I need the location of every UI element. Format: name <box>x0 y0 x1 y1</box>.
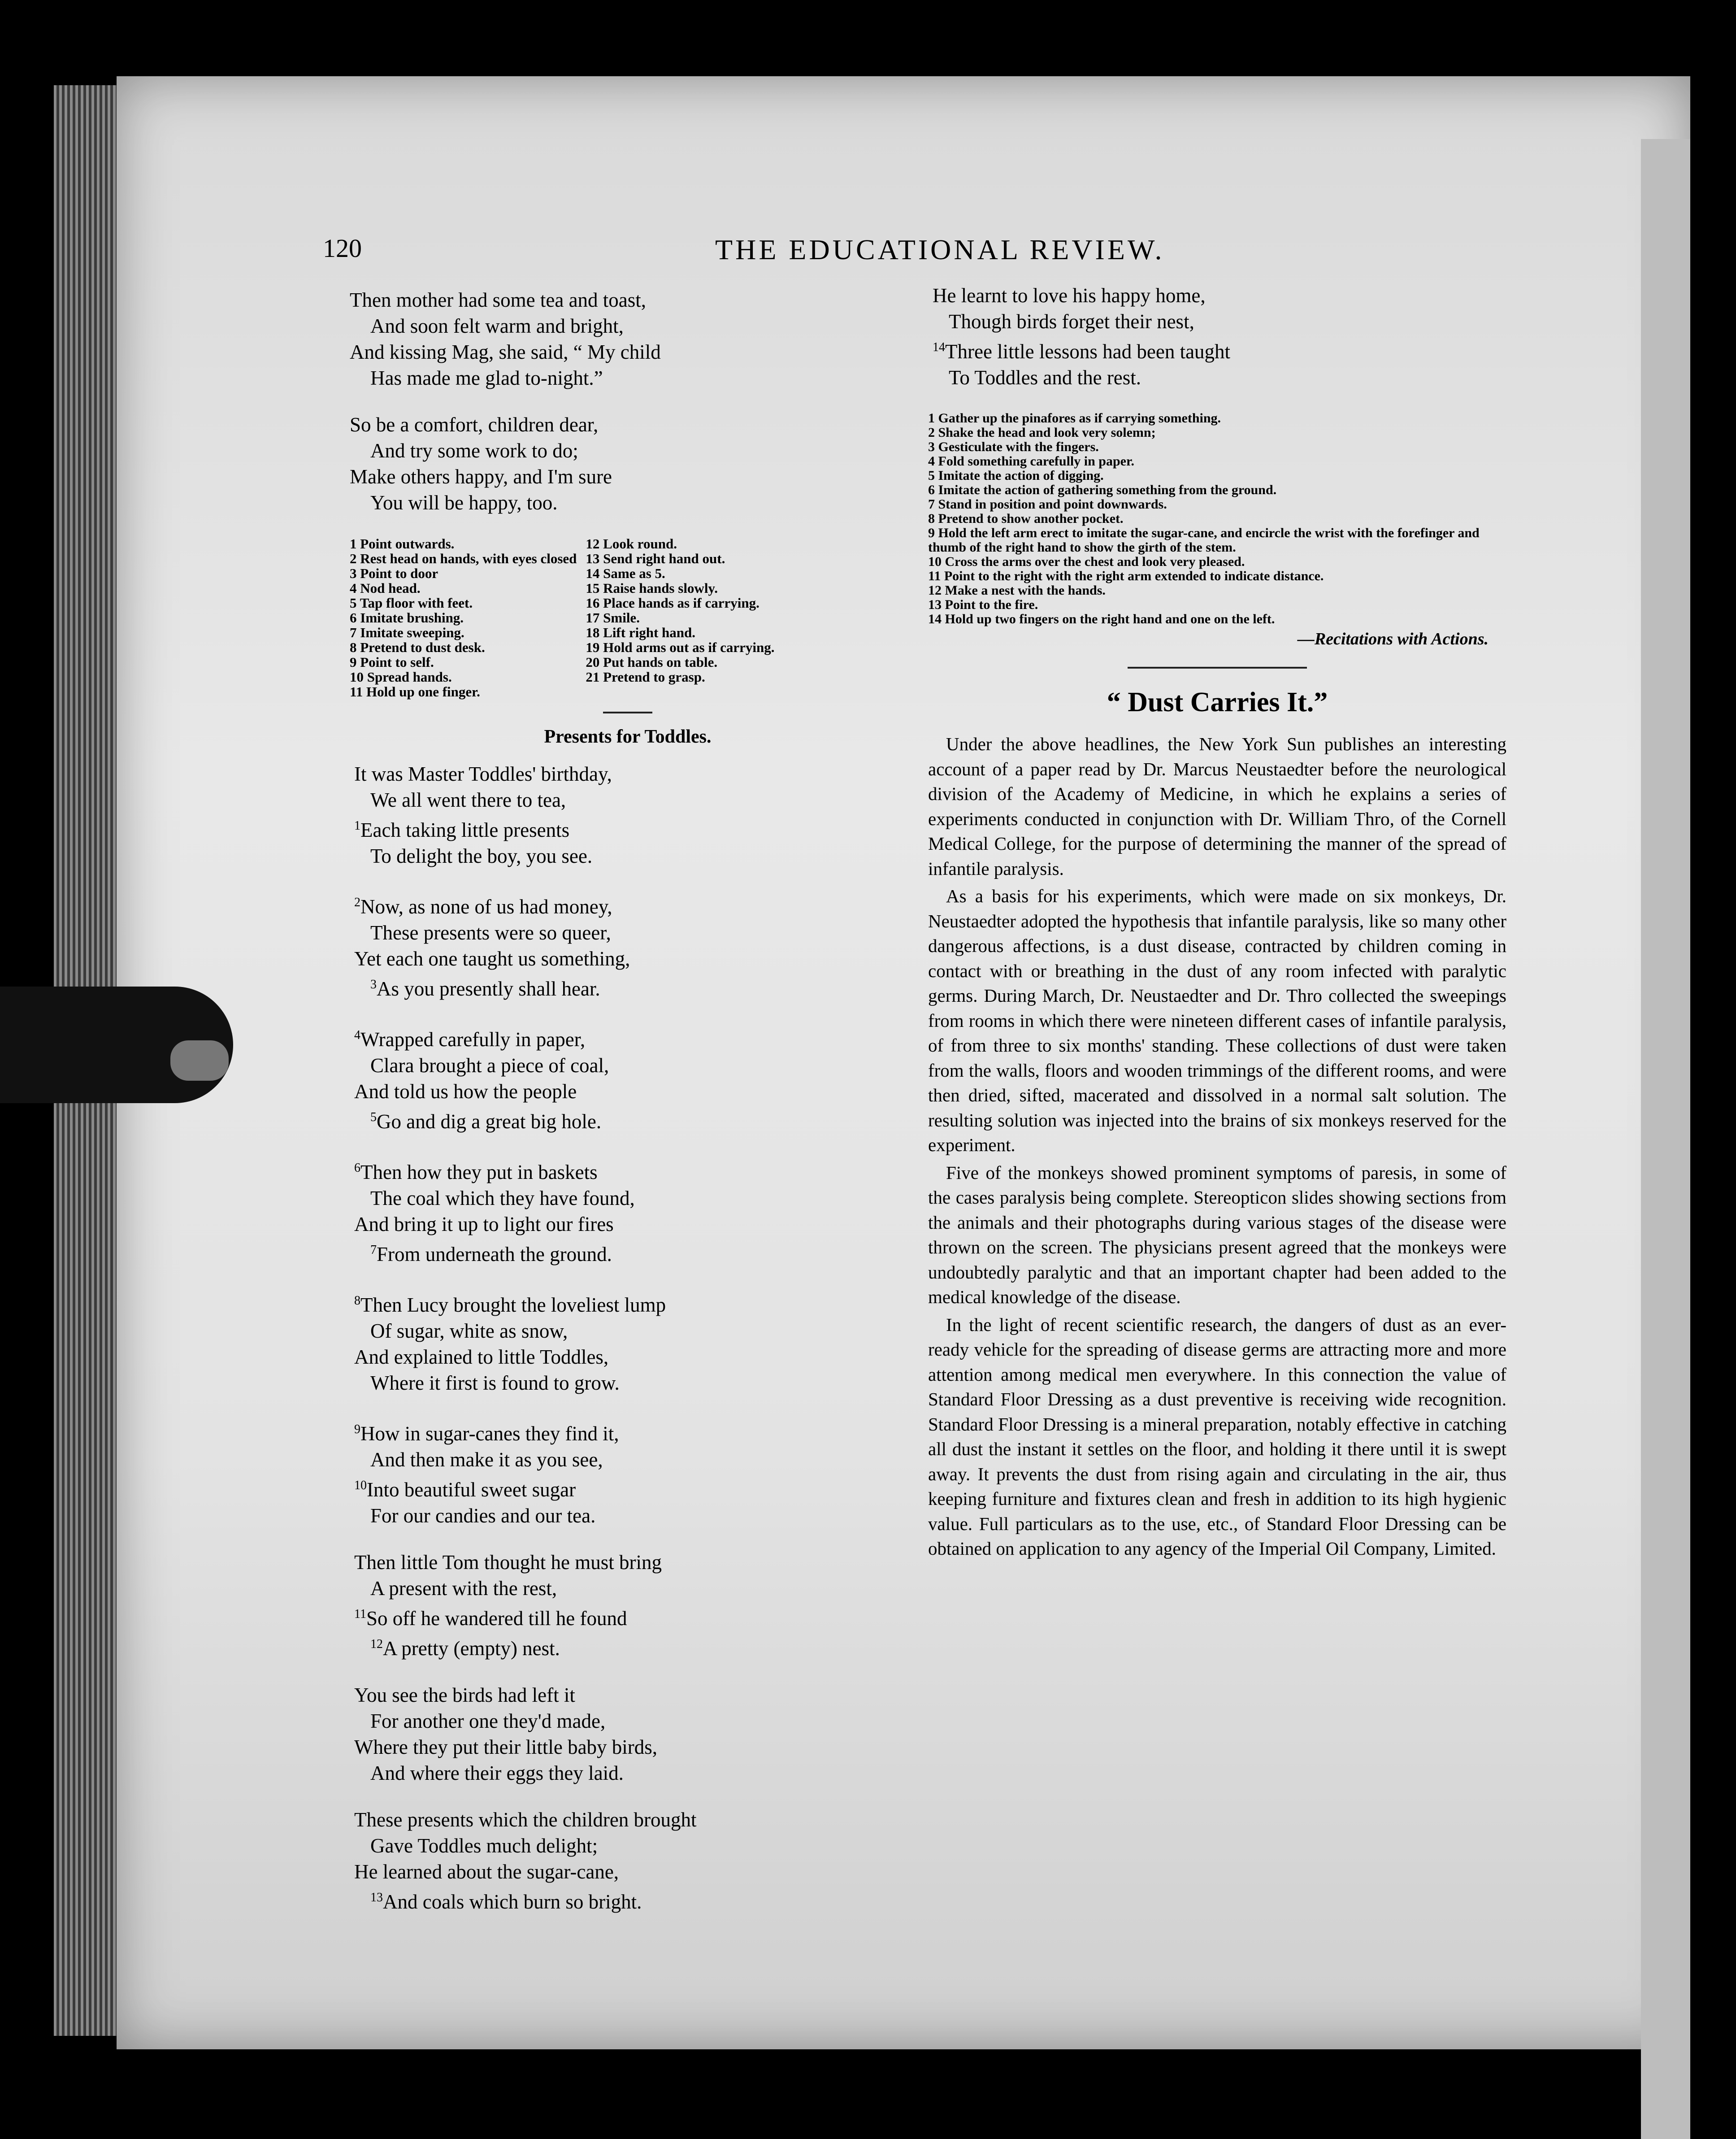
verse-text: A pretty (empty) nest. <box>383 1637 560 1660</box>
verse-text: To delight the boy, you see. <box>370 845 593 867</box>
verse-text: Gave Toddles much delight; <box>370 1835 598 1857</box>
action-note: 6 Imitate brushing. <box>350 610 464 626</box>
verse-text: A present with the rest, <box>370 1577 557 1600</box>
section-divider <box>603 712 652 713</box>
verse-text: Where it first is found to grow. <box>370 1372 620 1394</box>
verse-line <box>350 787 906 813</box>
verse-line <box>350 1575 906 1601</box>
verse-text: Then how they put in baskets <box>360 1161 598 1183</box>
action-note: 20 Put hands on table. <box>586 654 718 670</box>
verse-text: And bring it up to light our fires <box>354 1213 614 1235</box>
action-note: 5 Tap floor with feet. <box>350 595 473 611</box>
line-note-number: 10 <box>354 1478 367 1492</box>
left-top-verse <box>350 287 906 516</box>
article-paragraph: In the light of recent scientific research, the dangers of dust as an ever-ready vehicle for the spreading of disease germs are attracting more and more attention among medical men everywhere. In this connection the value of Standard Floor Dressing as a dust preventive is receiving wide recognition. Standard Floor Dressing is a mineral preparation, notably effective in catching all dust the instant it settles on the floor, and holding it there until it is swept away. It prevents the dust from rising again and circulating in the air, thus keeping furniture and fixtures clean and fresh in addition to its high hygienic value. Full particulars as to the use, etc., of Standard Floor Dressing can be obtained on application to any agency of the Imperial Oil Company, Limited. <box>928 1314 1506 1559</box>
verse-text: Now, as none of us had money, <box>360 896 612 918</box>
verse-text: The coal which they have found, <box>370 1187 635 1209</box>
action-note: 9 Point to self. <box>350 654 434 670</box>
article-title: “ Dust Carries It.” <box>1107 687 1328 717</box>
verse-line <box>350 843 906 869</box>
action-note: 2 Rest head on hands, with eyes closed <box>350 551 577 566</box>
action-note: 12 Look round. <box>586 536 677 552</box>
verse-line <box>350 946 906 972</box>
article-body <box>928 732 1506 1561</box>
verse-text: And told us how the people <box>354 1080 577 1103</box>
verse-line <box>350 1104 906 1135</box>
verse-line <box>350 1052 906 1078</box>
verse-line <box>350 1344 906 1370</box>
action-note: 10 Spread hands. <box>350 669 452 685</box>
line-note-number: 6 <box>354 1161 360 1175</box>
stanza <box>350 1288 906 1396</box>
verse-line <box>928 365 1506 391</box>
verse-line <box>350 1708 906 1734</box>
verse-text: You see the birds had left it <box>354 1684 575 1706</box>
right-action-notes <box>928 411 1506 626</box>
verse-text: Clara brought a piece of coal, <box>370 1054 609 1077</box>
verse-text: He learnt to love his happy home, <box>933 284 1206 307</box>
stanza <box>350 1155 906 1267</box>
verse-line <box>350 813 906 843</box>
verse-text: Where they put their little baby birds, <box>354 1736 658 1758</box>
verse-line <box>928 335 1506 365</box>
verse-text: These presents were so queer, <box>370 922 611 944</box>
action-notes-list-a <box>350 536 577 699</box>
line-note-number: 7 <box>370 1243 377 1257</box>
verse-line <box>350 1682 906 1708</box>
verse-text: And where their eggs they laid. <box>370 1762 624 1784</box>
left-column <box>350 287 906 1935</box>
verse-text: Each taking little presents <box>360 819 570 841</box>
verse-line <box>350 1807 906 1833</box>
verse-line: And kissing Mag, she said, “ My child <box>350 341 661 363</box>
verse-line <box>350 1237 906 1267</box>
stanza <box>350 1807 906 1915</box>
article-paragraph: As a basis for his experiments, which were made on six monkeys, Dr. Neustaedter adopted the hypothesis that infantile paralysis, like so many other dangerous affections, is a dust disease, contracted by children coming in contact with or breathing in the dust of any room infected with paralytic germs. During March, Dr. Neustaedter and Dr. Thro collected the sweepings from rooms in which there were nineteen different cases of infantile paralysis, of from three to six months' standing. These collections of dust were taken from the walls, floors and wooden trimmings of the different rooms, and were then dried, sifted, macerated and dissolved in a normal salt solution. The resulting solution was injected into the brains of six monkeys reserved for the experiment. <box>928 886 1506 1155</box>
verse-text: He learned about the sugar-cane, <box>354 1861 619 1883</box>
section-divider-right <box>1128 667 1307 669</box>
stanza <box>350 1022 906 1135</box>
line-note-number: 11 <box>354 1607 366 1621</box>
verse-line <box>350 1833 906 1859</box>
verse-line <box>350 920 906 946</box>
line-note-number: 14 <box>933 340 945 354</box>
action-note: 8 Pretend to dust desk. <box>350 639 485 655</box>
poem-title: Presents for Toddles. <box>544 726 712 747</box>
verse-line: Has made me glad to-night.” <box>370 367 603 389</box>
action-note: 6 Imitate the action of gathering something from the ground. <box>928 483 1277 497</box>
verse-line <box>350 1078 906 1104</box>
verse-text: Into beautiful sweet sugar <box>367 1478 576 1501</box>
verse-text: So off he wandered till he found <box>366 1607 627 1630</box>
action-note: 11 Point to the right with the right arm extended to indicate distance. <box>928 569 1324 583</box>
verse-text: Of sugar, white as snow, <box>370 1320 568 1342</box>
verse-text: To Toddles and the rest. <box>949 366 1141 389</box>
line-note-number: 3 <box>370 978 377 991</box>
left-action-notes <box>350 536 906 699</box>
verse-text: How in sugar-canes they find it, <box>360 1422 619 1445</box>
verse-text: From underneath the ground. <box>377 1243 612 1265</box>
verse-text: It was Master Toddles' birthday, <box>354 763 612 785</box>
verse-line <box>350 1447 906 1473</box>
action-note: 13 Send right hand out. <box>586 551 725 566</box>
verse-line <box>350 1155 906 1185</box>
verse-text: Yet each one taught us something, <box>354 948 630 970</box>
verse-line <box>350 1549 906 1575</box>
action-note: 2 Shake the head and look very solemn; <box>928 425 1156 440</box>
line-note-number: 2 <box>354 896 360 909</box>
action-note: 1 Gather up the pinafores as if carrying something. <box>928 411 1221 426</box>
verse-line <box>928 283 1506 309</box>
line-note-number: 13 <box>370 1891 383 1904</box>
action-note: 14 Same as 5. <box>586 565 665 581</box>
verse-text: We all went there to tea, <box>370 789 566 811</box>
stanza <box>350 412 906 516</box>
stanza <box>350 761 906 869</box>
verse-line: So be a comfort, children dear, <box>350 413 599 436</box>
action-note: 4 Fold something carefully in paper. <box>928 454 1135 469</box>
verse-text: And then make it as you see, <box>370 1448 603 1471</box>
action-note: 8 Pretend to show another pocket. <box>928 511 1124 526</box>
attribution: —Recitations with Actions. <box>1297 630 1489 648</box>
verse-line <box>928 309 1506 335</box>
verse-line <box>350 761 906 787</box>
action-note: 3 Point to door <box>350 565 438 581</box>
action-note: 1 Point outwards. <box>350 536 455 552</box>
right-column <box>928 283 1506 1564</box>
verse-line <box>350 1885 906 1915</box>
verse-line: You will be happy, too. <box>370 491 558 514</box>
action-note: 7 Imitate sweeping. <box>350 625 464 640</box>
stanza <box>350 287 906 391</box>
action-note: 3 Gesticulate with the fingers. <box>928 439 1099 454</box>
verse-line <box>350 1760 906 1786</box>
action-note: 14 Hold up two fingers on the right hand and one on the left. <box>928 612 1275 626</box>
verse-line <box>350 1734 906 1760</box>
verse-line <box>350 1503 906 1529</box>
verse-text: And coals which burn so bright. <box>383 1891 642 1913</box>
right-top-verse <box>928 283 1506 391</box>
verse-line <box>350 1473 906 1503</box>
action-note: 16 Place hands as if carrying. <box>586 595 760 611</box>
verse-text: And explained to little Toddles, <box>354 1346 609 1368</box>
verse-line <box>350 1417 906 1447</box>
verse-line <box>350 1288 906 1318</box>
action-note: 11 Hold up one finger. <box>350 684 480 700</box>
verse-line: And try some work to do; <box>370 439 578 462</box>
line-note-number: 12 <box>370 1637 383 1651</box>
verse-line: Make others happy, and I'm sure <box>350 465 612 488</box>
journal-title: THE EDUCATIONAL REVIEW. <box>715 234 1165 265</box>
verse-text: Three little lessons had been taught <box>945 340 1231 363</box>
verse-text: As you presently shall hear. <box>377 978 600 1000</box>
verse-line <box>350 1185 906 1211</box>
action-note: 12 Make a nest with the hands. <box>928 583 1106 598</box>
verse-line <box>350 972 906 1002</box>
action-note: 10 Cross the arms over the chest and look very pleased. <box>928 554 1245 569</box>
action-note: 21 Pretend to grasp. <box>586 669 705 685</box>
verse-line: And soon felt warm and bright, <box>370 315 624 337</box>
line-note-number: 1 <box>354 819 360 833</box>
poem-body <box>350 761 906 1915</box>
verse-line <box>350 1318 906 1344</box>
action-note: 18 Lift right hand. <box>586 625 695 640</box>
verse-line <box>350 1370 906 1396</box>
verse-text: These presents which the children brought <box>354 1809 697 1831</box>
action-note: 7 Stand in position and point downwards. <box>928 497 1167 512</box>
article-paragraph: Under the above headlines, the New York Sun publishes an interesting account of a paper read by Dr. Marcus Neustaedter before the neurological division of the Academy of Medicine, in which he explains a series of experiments conducted in conjunction with Dr. William Thro, of the Cornell Medical College, for the purpose of determining the manner of the spread of infantile paralysis. <box>928 734 1506 879</box>
action-note: 4 Nod head. <box>350 580 421 596</box>
action-notes-list-b <box>586 536 774 699</box>
right-page-edge <box>1641 139 1690 2139</box>
verse-line <box>350 1601 906 1631</box>
thumb-highlight <box>170 1040 229 1081</box>
line-note-number: 9 <box>354 1422 360 1436</box>
action-note: 13 Point to the fire. <box>928 597 1038 612</box>
verse-line <box>350 1211 906 1237</box>
line-note-number: 5 <box>370 1110 377 1124</box>
stanza <box>350 890 906 1002</box>
verse-text: For another one they'd made, <box>370 1710 606 1732</box>
verse-text: Though birds forget their nest, <box>949 310 1194 333</box>
verse-line <box>350 1859 906 1885</box>
article-paragraph: Five of the monkeys showed prominent symptoms of paresis, in some of the cases paralysis being complete. Stereopticon slides showing sections from the animals and their photographs during various stages of the disease were thrown on the screen. The physicians present agreed that the monkeys were undoubtedly paralytic and that an important chapter had been added to the medical knowledge of the disease. <box>928 1162 1506 1307</box>
verse-text: For our candies and our tea. <box>370 1504 596 1527</box>
verse-text: Then Lucy brought the loveliest lump <box>360 1294 666 1316</box>
verse-text: Wrapped carefully in paper, <box>360 1028 586 1051</box>
stanza <box>350 1417 906 1529</box>
stanza <box>350 1549 906 1661</box>
verse-text: Then little Tom thought he must bring <box>354 1551 662 1574</box>
action-note: 5 Imitate the action of digging. <box>928 468 1104 483</box>
action-note: 9 Hold the left arm erect to imitate the sugar-cane, and encircle the wrist with the forefinger and thumb of the right hand to show the girth of the stem. <box>928 526 1480 555</box>
page-number: 120 <box>323 234 362 263</box>
action-note: 17 Smile. <box>586 610 640 626</box>
action-note: 19 Hold arms out as if carrying. <box>586 639 775 655</box>
line-note-number: 4 <box>354 1028 360 1042</box>
verse-line <box>350 1631 906 1661</box>
verse-text: Go and dig a great big hole. <box>377 1110 602 1133</box>
verse-line <box>350 1022 906 1052</box>
page-header <box>323 233 1551 269</box>
line-note-number: 8 <box>354 1294 360 1308</box>
stanza <box>350 1682 906 1786</box>
action-note: 15 Raise hands slowly. <box>586 580 718 596</box>
verse-line: Then mother had some tea and toast, <box>350 289 647 311</box>
verse-line <box>350 890 906 920</box>
